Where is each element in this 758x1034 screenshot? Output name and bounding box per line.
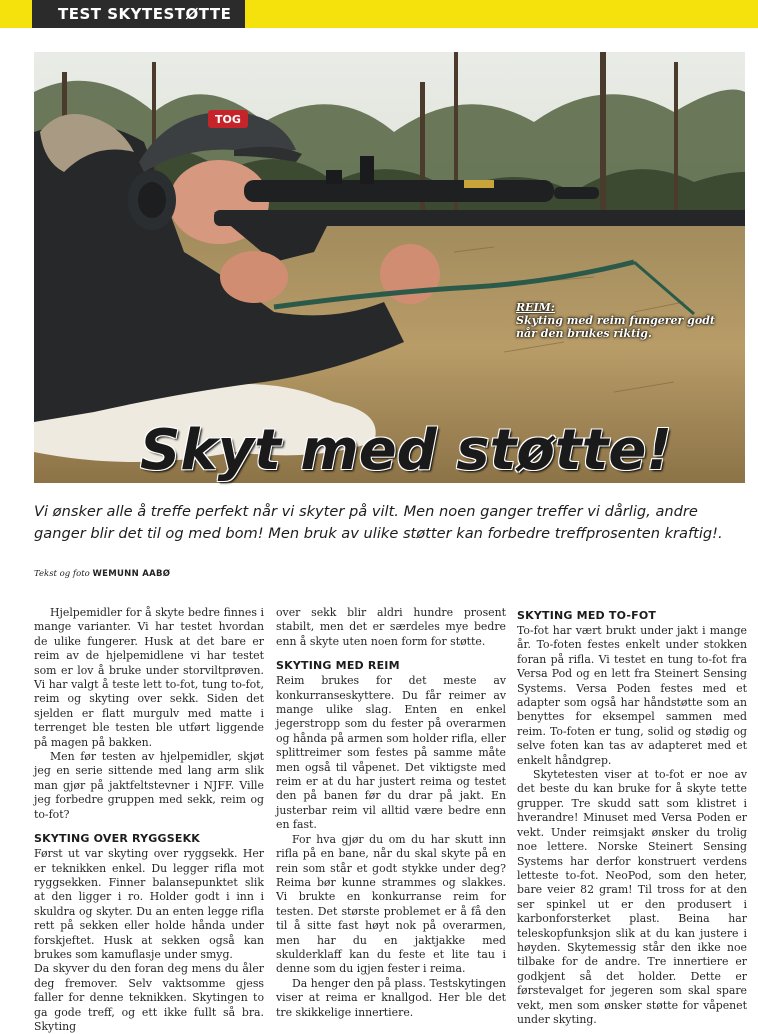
section-heading: SKYTING OVER RYGGSEKK <box>34 832 201 846</box>
article-column-3 <box>517 609 747 1027</box>
cap-logo: TOG <box>215 113 241 126</box>
paragraph: To-fot har vært brukt under jakt i mange år. To-foten festes enkelt under stokken foran på rifla. Vi testet en tung to-fot fra Versa Pod og en lett fra Steinert Sensing Systems. Versa Poden festes med et adapter som også har håndstøtte som an benyttes for eksempel sammen med reim. To-foten er tung, solid og stødig og selve foten kan tas av adapteret med et enkelt håndgrep. <box>517 624 747 767</box>
photo-caption <box>516 301 716 340</box>
caption-title: REIM: <box>516 301 555 314</box>
byline-label: Tekst og foto <box>34 569 90 579</box>
paragraph: Reim brukes for det meste av konkurranseskyttere. Du får reimer av mange ulike slag. Enten en enkel jegerstropp som du fester på overarmen og hånda på armen som holder rifla, eller splittreimer som festes på samme måte men også til våpenet. Det viktigste med reim er at du har justert reima og testet den på banen før du drar på jakt. En justerbar reim vil alltid være bedre enn en fast. <box>276 674 506 832</box>
paragraph: Da skyver du den foran deg mens du åler deg fremover. Selv vaktsomme gjess faller for denne teknikken. Skytingen to ga gode treff, og ett ikke fullt så bra. Skyting <box>34 962 264 1033</box>
article-column-1 <box>34 606 264 1034</box>
caption-text: Skyting med reim fungerer godt når den brukes riktig. <box>516 314 715 340</box>
paragraph: Da henger den på plass. Testskytingen viser at reima er knallgod. Her ble det tre skikkelige innertiere. <box>276 976 506 1019</box>
section-heading: SKYTING MED REIM <box>276 659 400 673</box>
paragraph: For hva gjør du om du har skutt inn rifla på en bane, når du skal skyte på en rein som står et godt stykke under deg? Reima bør kunne strammes og slakkes. Vi brukte en konkurranse reim for testen. Det største problemet er å få den til å sitte fast høyt nok på overarmen, men har du en jaktjakke med skulderklaff kan du feste et lite tau i denne som du igjen fester i reima. <box>276 832 506 976</box>
paragraph: Skytetesten viser at to-fot er noe av det beste du kan bruke for å skyte tette grupper. Tre skudd satt som klistret i hverandre! Minuset med Versa Poden er vekt. Under reimsjakt ønsker du trolig noe lettere. Norske Steinert Sensing Systems har derfor konstruert verdens letteste to-fot. NeoPod, som den heter, bare veier 82 gram! Til tross for at den ser spinkel ut er den produsert i karbonforsterket plast. Beina har teleskopfunksjon slik at du kan justere i høyden. Skytemessig står den ikke noe tilbake for de andre. Tre innertiere er godkjent så det holder. Dette er førstevalget for jegeren som skal spare vekt, men som ønsker støtte for våpenet under skyting. <box>517 768 747 1026</box>
paragraph: Hjelpemidler for å skyte bedre finnes i mange varianter. Vi har testet hvordan de ulike fungerer. Husk at det bare er reim av de hjelpemidlene vi har testet som er lov å bruke under storviltprøven. Vi har valgt å teste lett to-fot, tung to-fot, reim og skyting over sekk. Siden det sjelden er flatt murgulv med matte i terrenget ble testen ble utført liggende på magen på bakken. <box>34 606 264 749</box>
byline-author: WEMUNN AABØ <box>92 569 171 579</box>
paragraph: Først ut var skyting over ryggsekk. Her er teknikken enkel. Du legger rifla mot ryggsekken. Finner balansepunktet slik at den ligger i ro. Holder godt i inn i skuldra og skyter. Du an enten legge rifla rett på sekken eller holde hånda under forskjeftet. Husk at sekken også kan brukes som kamuflasje under smyg. <box>34 847 264 961</box>
section-heading: SKYTING MED TO-FOT <box>517 609 657 622</box>
paragraph: Men før testen av hjelpemidler, skjøt jeg en serie sittende med lang arm slik man gjør på jaktfeltstevner i NJFF. Ville jeg forbedre gruppen med sekk, reim og to-fot? <box>34 750 264 821</box>
headline: Skyt med støtte! <box>140 418 672 483</box>
paragraph: over sekk blir aldri hundre prosent stabilt, men det er særdeles mye bedre enn å skyte uten noen form for støtte. <box>276 606 506 648</box>
article-column-2 <box>276 606 506 1020</box>
lede: Vi ønsker alle å treffe perfekt når vi skyter på vilt. Men noen ganger treffer vi dårlig, andre ganger blir det til og med bom! Men bruk av ulike støtter kan forbedre treffprosenten kraftig!. <box>34 503 723 542</box>
section-tag: TEST SKYTESTØTTE <box>32 0 245 28</box>
byline <box>34 569 170 579</box>
